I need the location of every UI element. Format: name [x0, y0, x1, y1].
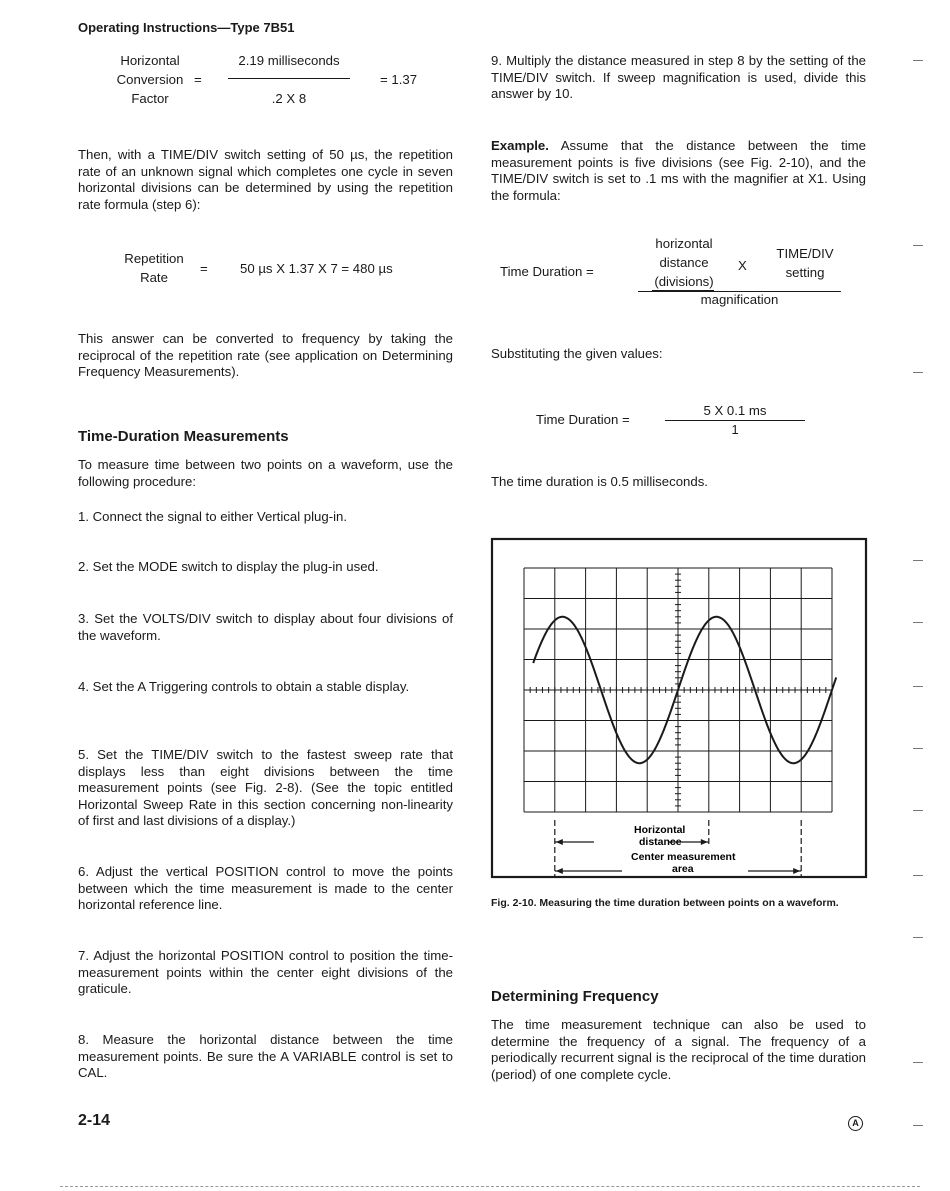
step-8: 8. Measure the horizontal distance between the time measurement points. Be sure the A VARIABLE control is set to CAL. [78, 1032, 453, 1081]
formula2-denominator: 1 [731, 422, 739, 437]
page-number: 2-14 [78, 1112, 111, 1129]
rep-equals: = [200, 261, 208, 276]
formula2-fraction-bar [665, 420, 805, 421]
margin-mark [913, 875, 923, 876]
formula-distance: distance [659, 255, 709, 270]
step-3: 3. Set the VOLTS/DIV switch to display about four divisions of the waveform. [78, 611, 453, 643]
paragraph-then: Then, with a TIME/DIV switch setting of 50 µs, the repetition rate of an unknown signal which completes one cycle in seven horizontal divisions can be determined by using the repetition rate formula (step 6): [78, 147, 453, 212]
label-center-measurement: Center measurement [631, 851, 736, 863]
step-6: 6. Adjust the vertical POSITION control to move the points between which the time measurement is made to the center horizontal reference line. [78, 864, 453, 913]
formula2-numerator: 5 X 0.1 ms [703, 403, 767, 418]
paragraph-result: The time duration is 0.5 milliseconds. [491, 474, 708, 489]
formula-label: Time Duration = [500, 264, 594, 279]
label-area: area [672, 863, 694, 875]
margin-mark [913, 560, 923, 561]
conv-label-2: Conversion [116, 72, 184, 87]
arrowhead [701, 839, 708, 845]
page-header: Operating Instructions—Type 7B51 [78, 20, 295, 35]
example-lead: Example. [491, 138, 549, 153]
conv-numerator: 2.19 milliseconds [238, 53, 340, 68]
rep-label-1: Repetition [124, 251, 184, 266]
step-2: 2. Set the MODE switch to display the plug-in used. [78, 559, 379, 574]
bottom-edge [60, 1186, 920, 1187]
arrowhead [556, 868, 563, 874]
formula-magnification: magnification [700, 292, 779, 307]
margin-mark [913, 937, 923, 938]
conv-equals: = [194, 72, 202, 87]
step-1: 1. Connect the signal to either Vertical plug-in. [78, 509, 348, 524]
step-5: 5. Set the TIME/DIV switch to the fastest sweep rate that displays less than eight divisions between the time measurement points (see Fig. 2-8). (See the topic entitled Horizontal Sweep Rate in this section concerning non-linearity of first and last divisions of a display.) [78, 747, 453, 829]
formula-timediv: TIME/DIV [776, 246, 834, 261]
formula-horizontal: horizontal [655, 236, 713, 251]
paragraph-answer: This answer can be converted to frequency by taking the reciprocal of the repetition rate (see application on Determining Frequency Measurements). [78, 331, 453, 380]
label-horizontal: Horizontal [634, 824, 686, 836]
margin-mark [913, 622, 923, 623]
margin-mark [913, 245, 923, 246]
formula-times: X [738, 258, 747, 273]
paragraph-procedure: To measure time between two points on a waveform, use the following procedure: [78, 457, 453, 489]
label-distance: distance [639, 836, 682, 848]
margin-mark [913, 810, 923, 811]
step-4: 4. Set the A Triggering controls to obtain a stable display. [78, 679, 410, 694]
rep-label-2: Rate [140, 270, 168, 285]
paragraph-frequency: The time measurement technique can also be used to determine the frequency of a signal. The frequency of a periodically recurrent signal is the reciprocal of the time duration (period) of one complete cycle. [491, 1017, 866, 1082]
step-7: 7. Adjust the horizontal POSITION control to position the time-measurement points within the center eight divisions of the graticule. [78, 948, 453, 997]
conv-result: = 1.37 [380, 72, 418, 87]
arrowhead [556, 839, 563, 845]
rep-expression: 50 µs X 1.37 X 7 = 480 µs [240, 261, 393, 276]
step-9: 9. Multiply the distance measured in step 8 by the setting of the TIME/DIV switch. If sweep magnification is used, divide this answer by 10. [491, 53, 866, 102]
conv-fraction-bar [228, 78, 350, 79]
example-body: Assume that the distance between the time measurement points is five divisions (see Fig. 2-10), and the TIME/DIV switch is set to .1 ms with the magnifier at X1. Using the formula: [491, 138, 866, 203]
formula2-label: Time Duration = [536, 412, 630, 427]
conv-label-1: Horizontal [120, 53, 180, 68]
paragraph-substitute: Substituting the given values: [491, 346, 663, 361]
conv-label-3: Factor [131, 91, 169, 106]
figure-caption: Fig. 2-10. Measuring the time duration between points on a waveform. [491, 897, 839, 909]
formula-setting: setting [785, 265, 825, 280]
margin-mark [913, 60, 923, 61]
margin-mark [913, 686, 923, 687]
waveform-figure [490, 537, 868, 879]
conv-denominator: .2 X 8 [271, 91, 307, 106]
heading-time-duration: Time-Duration Measurements [78, 428, 289, 445]
margin-mark [913, 1125, 923, 1126]
heading-frequency: Determining Frequency [491, 988, 659, 1005]
paragraph-example [491, 138, 866, 204]
formula-divisions: (divisions) [654, 274, 714, 289]
arrowhead [793, 868, 800, 874]
margin-mark [913, 1062, 923, 1063]
publisher-emblem: A [848, 1116, 863, 1131]
margin-mark [913, 748, 923, 749]
margin-mark [913, 372, 923, 373]
